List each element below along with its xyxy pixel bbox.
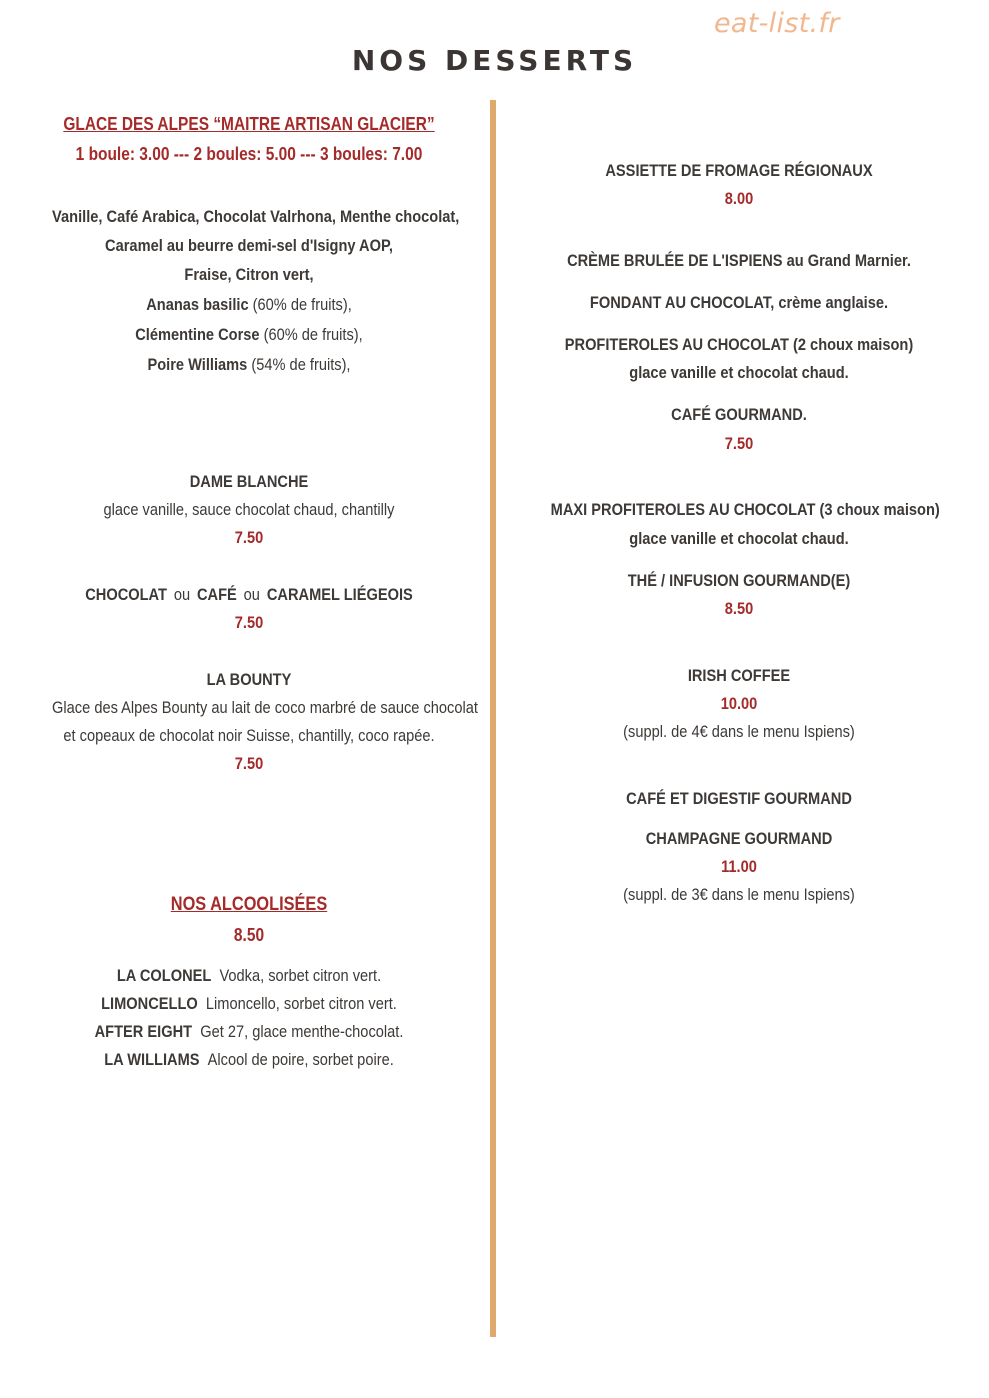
irish-coffee-name: IRISH COFFEE	[687, 666, 791, 685]
column-divider	[490, 100, 496, 1337]
alcool-item-name: AFTER EIGHT	[94, 1022, 193, 1041]
bounty-name: LA BOUNTY	[206, 670, 292, 689]
fondant-rest: crème anglaise.	[774, 293, 889, 312]
watermark-logo: eat-list.fr	[714, 8, 840, 39]
liegeois-cafe: CAFÉ	[196, 585, 237, 604]
profiteroles	[551, 335, 928, 355]
glace-flavor-line: Caramel au beurre demi-sel d'Isigny AOP,	[105, 236, 393, 255]
glace-flavor-line: Vanille, Café Arabica, Chocolat Valrhona, Menthe chocolat,	[52, 207, 460, 226]
flavor-name: Poire Williams	[147, 355, 248, 374]
alcool-item	[52, 966, 446, 986]
alcool-item-name: LIMONCELLO	[101, 994, 198, 1013]
alcool-item-desc: Alcool de poire, sorbet poire.	[207, 1050, 394, 1069]
fromage-name: ASSIETTE DE FROMAGE RÉGIONAUX	[605, 161, 873, 180]
bounty-desc: et copeaux de chocolat noir Suisse, chantilly, coco rapée.	[63, 726, 435, 745]
liegeois-or: ou	[243, 585, 260, 604]
champagne-gourmand-name: CHAMPAGNE GOURMAND	[645, 829, 833, 848]
alcool-item	[52, 1022, 446, 1042]
champagne-gourmand-note: (suppl. de 3€ dans le menu Ispiens)	[623, 885, 855, 904]
bounty-price: 7.50	[234, 754, 264, 773]
maxi-profiteroles-desc: glace vanille et chocolat chaud.	[629, 529, 849, 548]
irish-coffee-note: (suppl. de 4€ dans le menu Ispiens)	[623, 722, 855, 741]
the-infusion-name: THÉ / INFUSION GOURMAND(E)	[627, 571, 851, 590]
maxi-profiteroles-rest: (3 choux maison)	[815, 500, 940, 519]
bounty-desc: Glace des Alpes Bounty au lait de coco marbré de sauce chocolat	[52, 698, 478, 717]
liegeois-price: 7.50	[234, 613, 264, 632]
alcool-item-desc: Limoncello, sorbet citron vert.	[205, 994, 397, 1013]
liegeois-or: ou	[173, 585, 191, 604]
glace-fruit-flavor	[52, 295, 446, 315]
glace-flavor-line: Fraise, Citron vert,	[184, 265, 314, 284]
page-title: NOS DESSERTS	[351, 44, 638, 77]
alcool-item-name: LA WILLIAMS	[104, 1050, 200, 1069]
alcool-item	[52, 994, 446, 1014]
glace-prices: 1 boule: 3.00 --- 2 boules: 5.00 --- 3 boules: 7.00	[75, 144, 423, 164]
alcool-item	[52, 1050, 446, 1070]
alcool-item-name: LA COLONEL	[116, 966, 212, 985]
dame-blanche-desc: glace vanille, sauce chocolat chaud, chantilly	[103, 500, 395, 519]
creme-brulee	[551, 251, 928, 271]
glace-fruit-flavor	[52, 325, 446, 345]
fondant	[551, 293, 928, 313]
irish-coffee-price: 10.00	[720, 694, 758, 713]
alcool-price: 8.50	[233, 925, 265, 945]
digestif-gourmand-name: CAFÉ ET DIGESTIF GOURMAND	[626, 789, 852, 808]
creme-brulee-rest: au Grand Marnier.	[782, 251, 911, 270]
glace-fruit-flavor	[52, 355, 446, 375]
liegeois-name	[52, 585, 446, 605]
cafe-gourmand-name: CAFÉ GOURMAND.	[671, 405, 807, 424]
flavor-note: (60% de fruits),	[259, 325, 363, 344]
cafe-gourmand-price: 7.50	[724, 434, 754, 453]
alcool-item-desc: Vodka, sorbet citron vert.	[219, 966, 382, 985]
creme-brulee-name: CRÈME BRULÉE DE L'ISPIENS	[567, 251, 783, 270]
profiteroles-rest: (2 choux maison)	[788, 335, 914, 354]
dame-blanche-price: 7.50	[234, 528, 264, 547]
glace-heading: GLACE DES ALPES “MAITRE ARTISAN GLACIER”	[63, 114, 435, 134]
liegeois-chocolat: CHOCOLAT	[85, 585, 167, 604]
dame-blanche-name: DAME BLANCHE	[189, 472, 309, 491]
profiteroles-name: PROFITEROLES AU CHOCOLAT	[564, 335, 789, 354]
flavor-note: (54% de fruits),	[247, 355, 351, 374]
fondant-name: FONDANT AU CHOCOLAT,	[589, 293, 775, 312]
flavor-name: Clémentine Corse	[135, 325, 260, 344]
maxi-profiteroles	[550, 500, 940, 520]
liegeois-caramel: CARAMEL LIÉGEOIS	[266, 585, 413, 604]
flavor-name: Ananas basilic	[146, 295, 249, 314]
alcool-item-desc: Get 27, glace menthe-chocolat.	[200, 1022, 404, 1041]
the-infusion-price: 8.50	[724, 599, 754, 618]
maxi-profiteroles-name: MAXI PROFITEROLES AU CHOCOLAT	[550, 500, 816, 519]
flavor-note: (60% de fruits),	[248, 295, 352, 314]
champagne-gourmand-price: 11.00	[721, 857, 757, 876]
alcool-heading: NOS ALCOOLISÉES	[170, 894, 328, 915]
profiteroles-desc: glace vanille et chocolat chaud.	[629, 363, 849, 382]
fromage-price: 8.00	[724, 189, 754, 208]
